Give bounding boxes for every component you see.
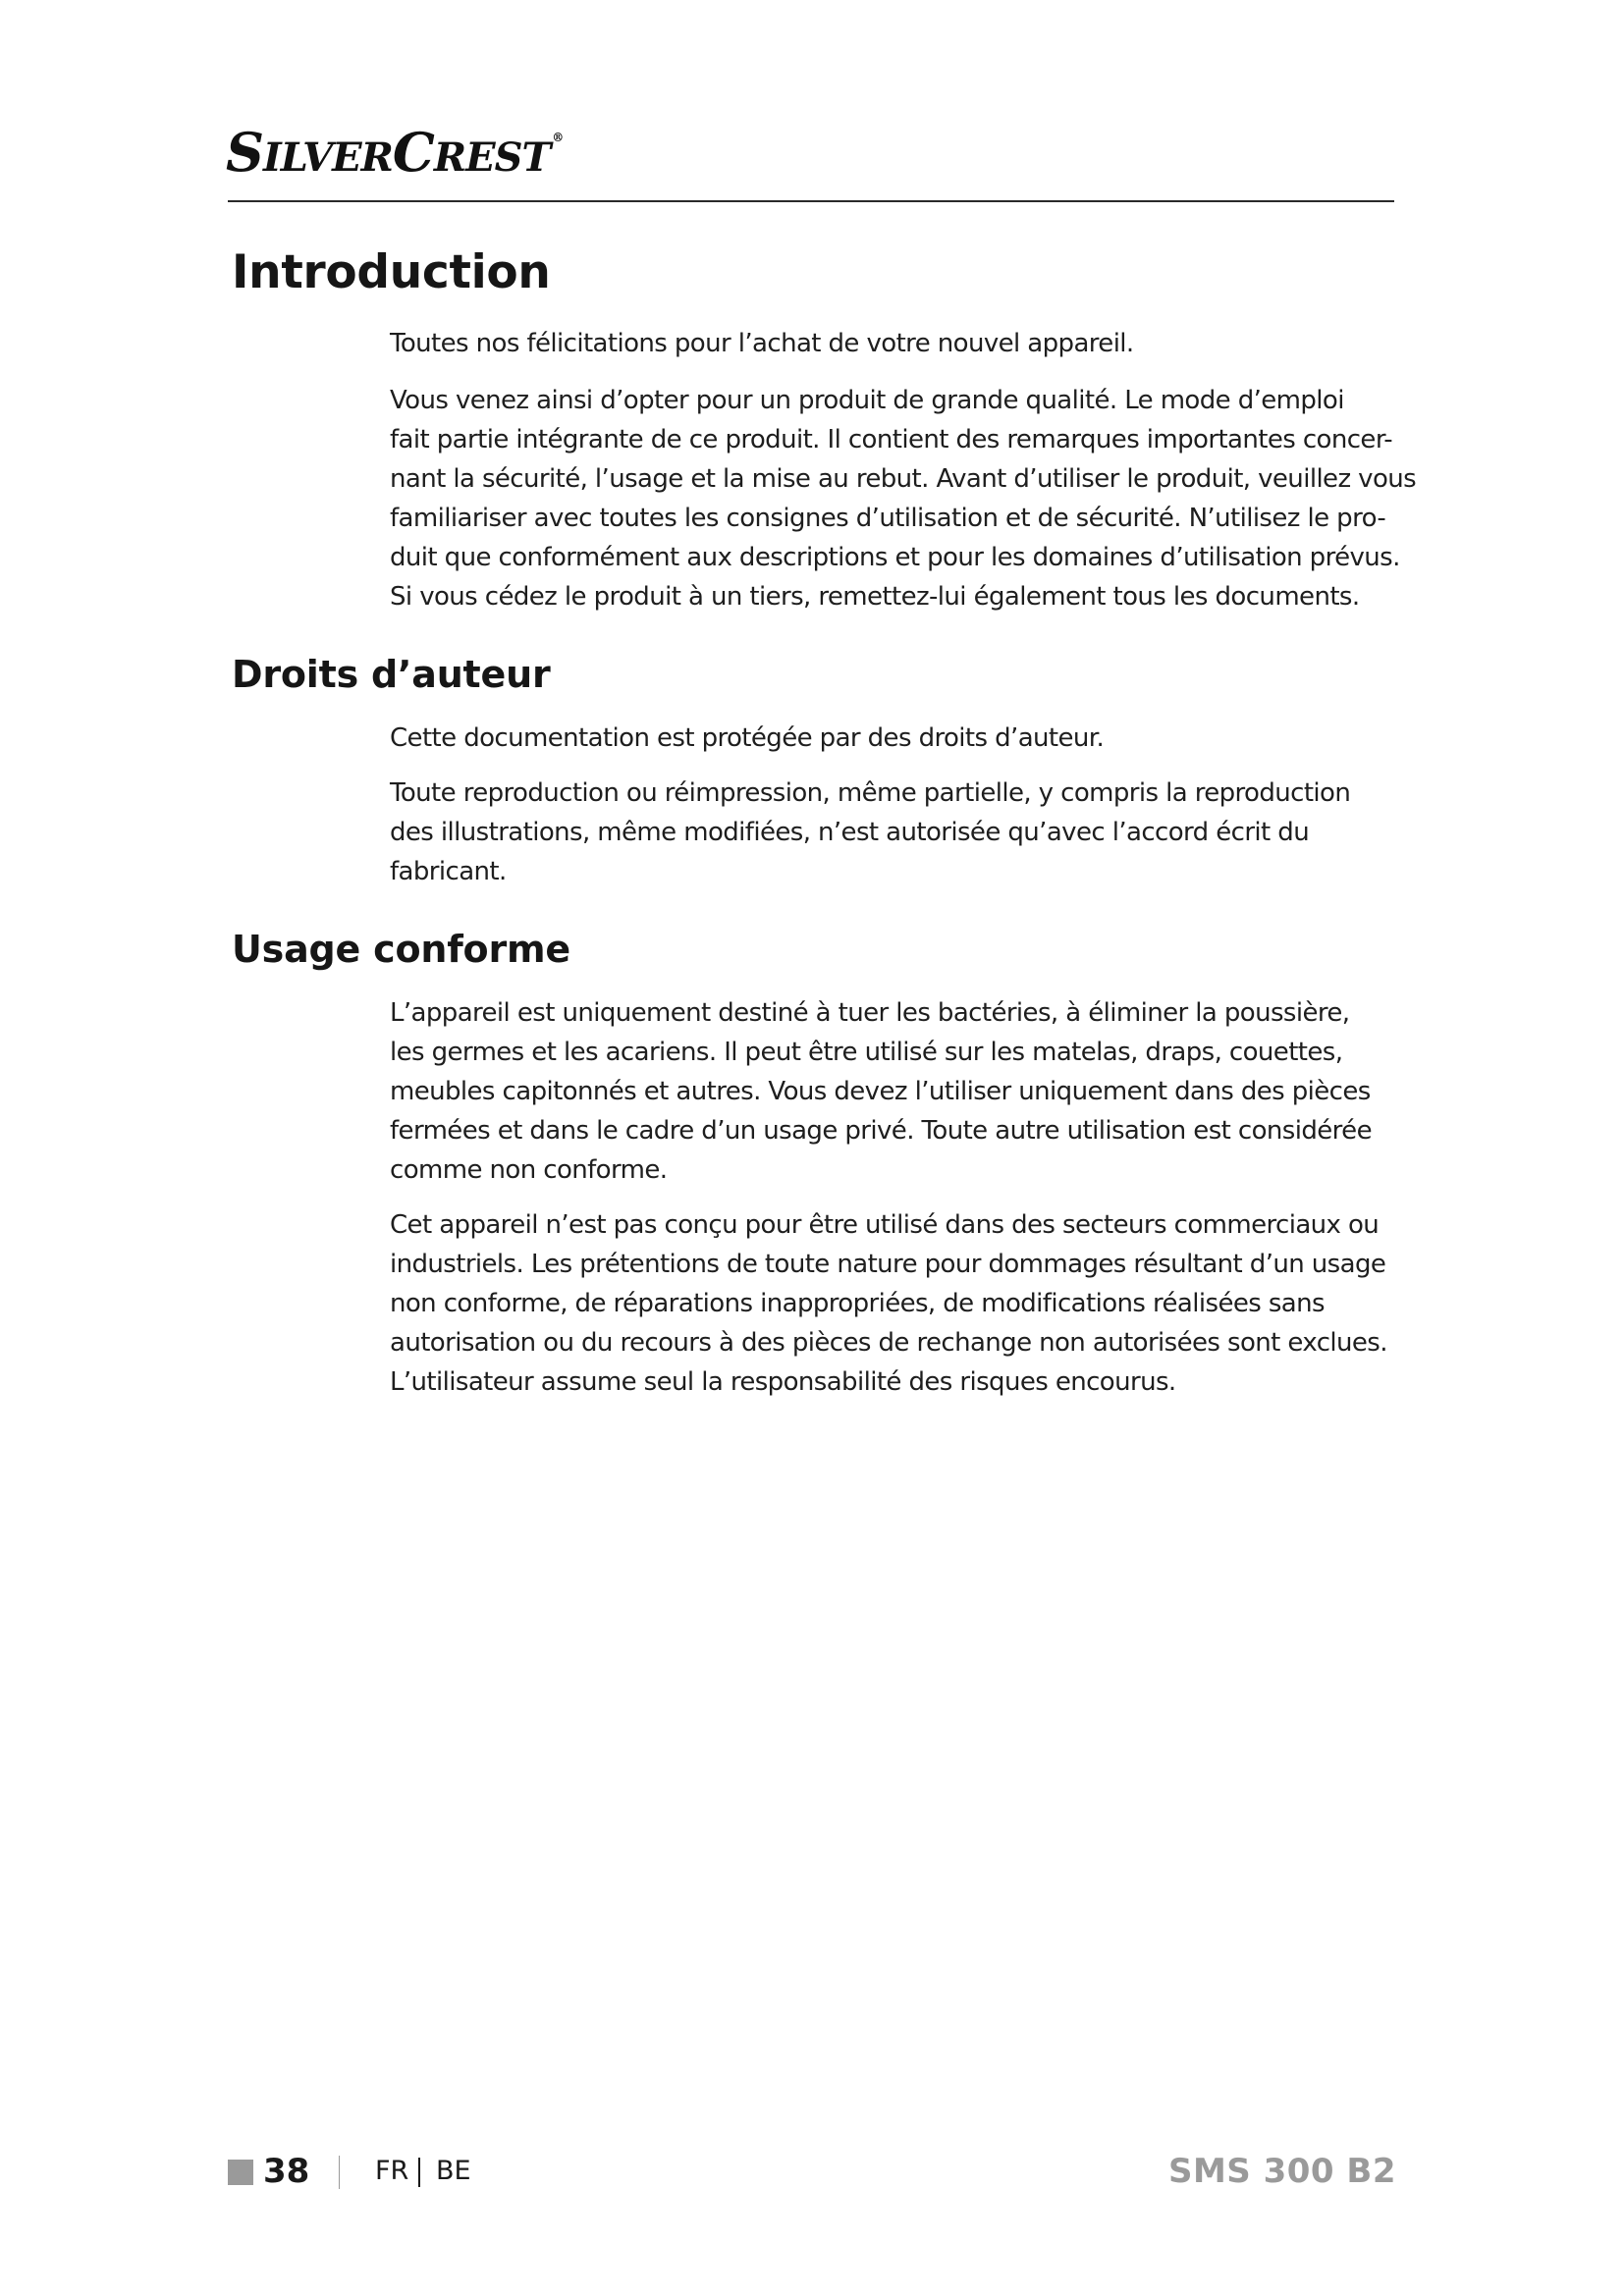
text-line: Vous venez ainsi d’opter pour un produit de grande qualité. Le mode d’emploi xyxy=(390,386,1344,415)
text-line: Cet appareil n’est pas conçu pour être utilisé dans des secteurs commerciaux ou xyxy=(390,1210,1380,1240)
text-line: fait partie intégrante de ce produit. Il contient des remarques importantes concer- xyxy=(390,425,1393,454)
intended-use-paragraph-1 xyxy=(390,993,1407,1190)
text-line: autorisation ou du recours à des pièces de rechange non autorisées sont exclues. xyxy=(390,1328,1387,1358)
text-line: Si vous cédez le produit à un tiers, remettez-lui également tous les documents. xyxy=(390,582,1360,612)
text-line: nant la sécurité, l’usage et la mise au rebut. Avant d’utiliser le produit, veuillez vous xyxy=(390,464,1417,494)
brand-logo xyxy=(226,121,564,184)
text-line: non conforme, de réparations inappropriées, de modifications réalisées sans xyxy=(390,1289,1325,1318)
introduction-paragraph-1 xyxy=(390,324,1407,363)
registered-mark: ® xyxy=(552,131,564,144)
page-footer xyxy=(0,2152,1624,2195)
text-line: Toutes nos félicitations pour l’achat de votre nouvel appareil. xyxy=(390,329,1134,358)
text-line: les germes et les acariens. Il peut être utilisé sur les matelas, draps, couettes, xyxy=(390,1038,1343,1067)
intended-use-heading: Usage conforme xyxy=(232,928,570,971)
brand-text-rest: REST xyxy=(433,134,551,181)
language-code-be: BE xyxy=(436,2156,471,2186)
copyright-paragraph-1 xyxy=(390,719,1407,758)
text-line: Cette documentation est protégée par des droits d’auteur. xyxy=(390,723,1105,753)
brand-letter-s: S xyxy=(226,121,263,184)
introduction-heading: Introduction xyxy=(232,245,551,299)
text-line: meubles capitonnés et autres. Vous devez l’utiliser uniquement dans des pièces xyxy=(390,1077,1371,1106)
introduction-paragraph-2 xyxy=(390,381,1417,616)
copyright-paragraph-2 xyxy=(390,774,1407,891)
text-line: duit que conformément aux descriptions et pour les domaines d’utilisation prévus. xyxy=(390,543,1400,572)
text-line: Toute reproduction ou réimpression, même partielle, y compris la reproduction xyxy=(390,778,1351,808)
text-line: des illustrations, même modifiées, n’est autorisée qu’avec l’accord écrit du xyxy=(390,818,1310,847)
page-number: 38 xyxy=(263,2152,310,2191)
text-line: L’utilisateur assume seul la responsabilité des risques encourus. xyxy=(390,1367,1176,1397)
text-line: comme non conforme. xyxy=(390,1155,668,1185)
brand-letter-c: C xyxy=(392,121,434,184)
text-line: L’appareil est uniquement destiné à tuer les bactéries, à éliminer la poussière, xyxy=(390,998,1350,1028)
footer-square-marker xyxy=(228,2160,253,2185)
model-number: SMS 300 B2 xyxy=(1167,2152,1396,2191)
copyright-heading: Droits d’auteur xyxy=(232,653,551,696)
text-line: familiariser avec toutes les consignes d’utilisation et de sécurité. N’utilisez le pro- xyxy=(390,504,1386,533)
brand-text-ilver: ILVER xyxy=(263,134,393,181)
footer-divider xyxy=(339,2156,340,2189)
text-line: industriels. Les prétentions de toute nature pour dommages résultant d’un usage xyxy=(390,1250,1386,1279)
text-line: fabricant. xyxy=(390,857,507,886)
language-separator xyxy=(418,2158,420,2187)
header-rule xyxy=(228,200,1394,202)
language-code-fr: FR xyxy=(375,2156,409,2186)
text-line: fermées et dans le cadre d’un usage privé. Toute autre utilisation est considérée xyxy=(390,1116,1372,1146)
intended-use-paragraph-2 xyxy=(390,1205,1407,1402)
